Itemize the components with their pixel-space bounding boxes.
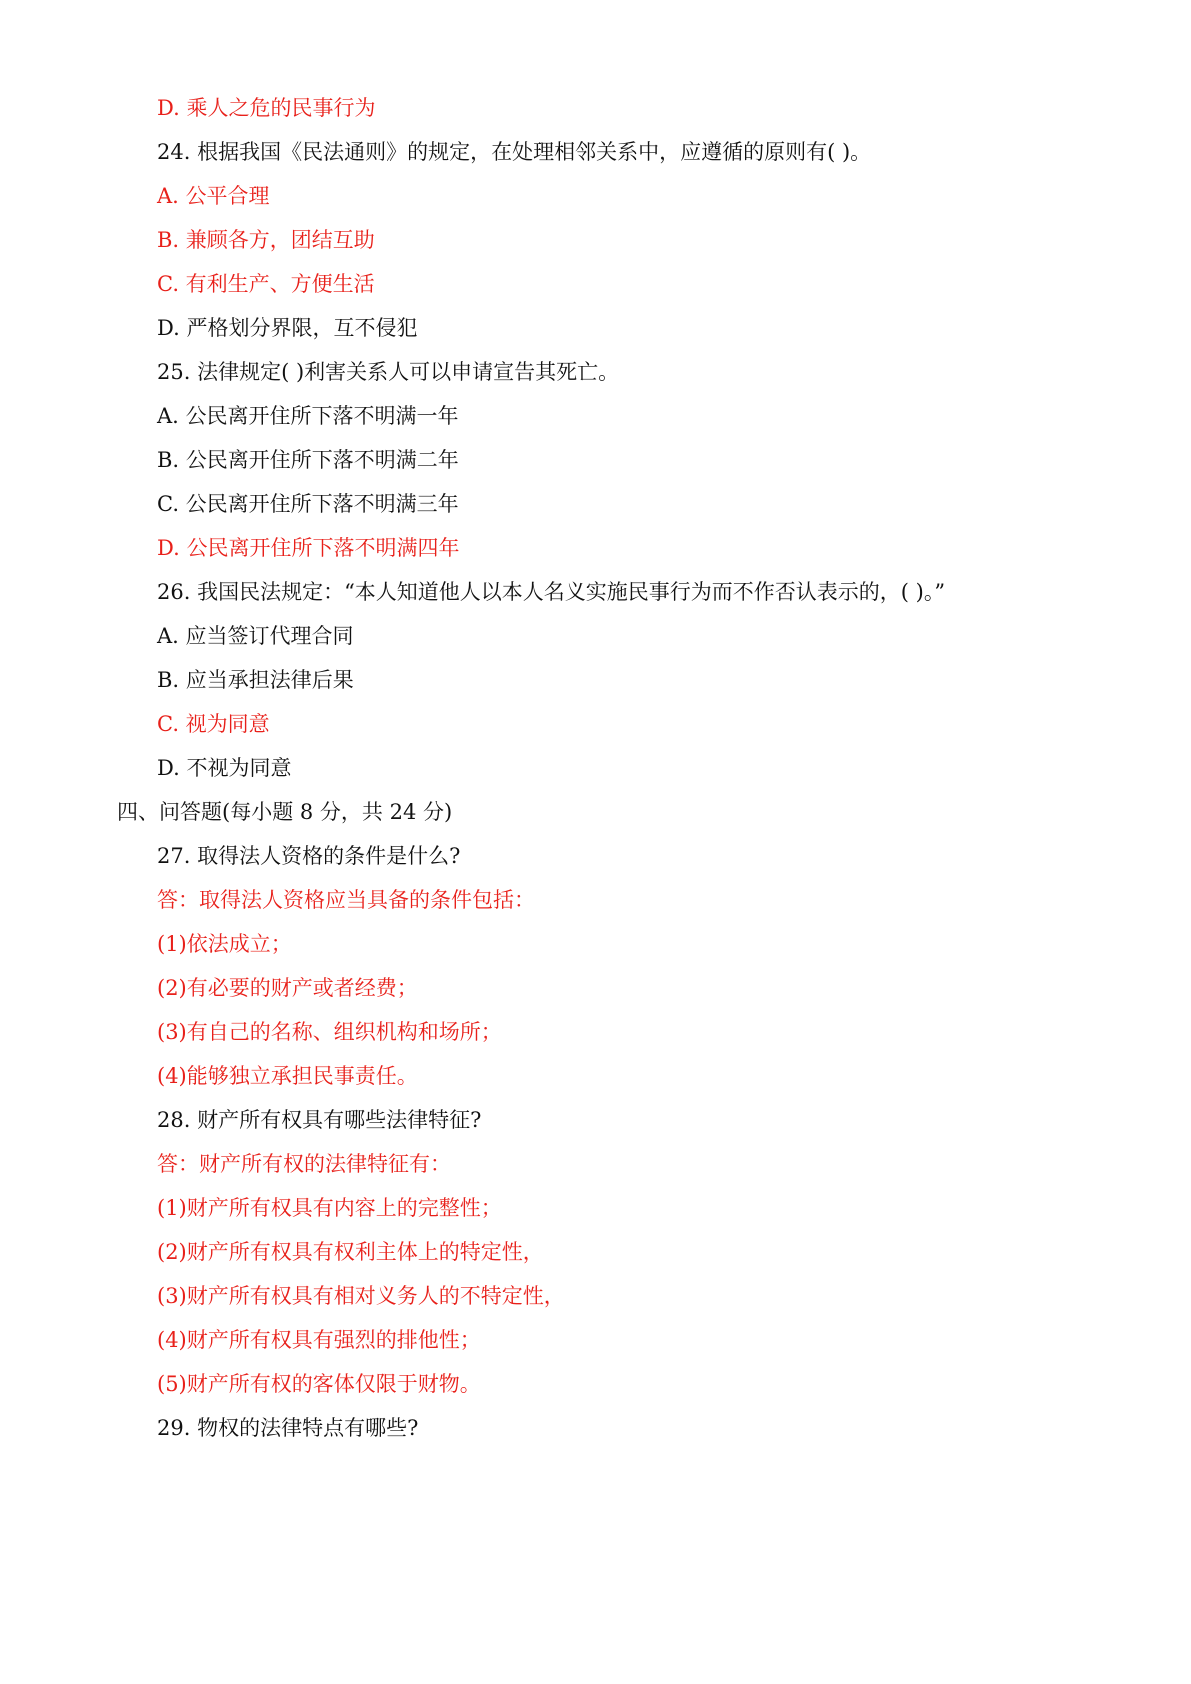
option-26-b: B. 应当承担法律后果	[157, 668, 354, 692]
option-24-d: D. 严格划分界限，互不侵犯	[157, 316, 418, 340]
option-26-d: D. 不视为同意	[157, 756, 292, 780]
question-29: 29. 物权的法律特点有哪些?	[157, 1416, 419, 1440]
section-heading: 四、问答题(每小题 8 分，共 24 分)	[117, 800, 453, 824]
answer-27-intro: 答：取得法人资格应当具备的条件包括：	[157, 888, 535, 912]
question-27: 27. 取得法人资格的条件是什么?	[157, 844, 461, 868]
answer-28-item-4: (4)财产所有权具有强烈的排他性；	[157, 1328, 481, 1352]
option-24-c: C. 有利生产、方便生活	[157, 272, 375, 296]
answer-28-item-5: (5)财产所有权的客体仅限于财物。	[157, 1372, 481, 1396]
answer-27-item-1: (1)依法成立；	[157, 932, 292, 956]
question-24: 24. 根据我国《民法通则》的规定，在处理相邻关系中，应遵循的原则有( )。	[157, 140, 872, 164]
option-24-a: A. 公平合理	[157, 184, 270, 208]
option-26-c: C. 视为同意	[157, 712, 270, 736]
question-26: 26. 我国民法规定：“本人知道他人以本人名义实施民事行为而不作否认表示的，( )。”	[157, 580, 946, 604]
question-28: 28. 财产所有权具有哪些法律特征?	[157, 1108, 482, 1132]
answer-27-item-2: (2)有必要的财产或者经费；	[157, 976, 418, 1000]
option-24-b: B. 兼顾各方，团结互助	[157, 228, 375, 252]
option-26-a: A. 应当签订代理合同	[157, 624, 354, 648]
answer-28-intro: 答：财产所有权的法律特征有：	[157, 1152, 451, 1176]
option-25-d: D. 公民离开住所下落不明满四年	[157, 536, 460, 560]
answer-28-item-3: (3)财产所有权具有相对义务人的不特定性，	[157, 1284, 565, 1308]
question-25: 25. 法律规定( )利害关系人可以申请宣告其死亡。	[157, 360, 620, 384]
option-25-c: C. 公民离开住所下落不明满三年	[157, 492, 459, 516]
option-25-b: B. 公民离开住所下落不明满二年	[157, 448, 459, 472]
answer-27-item-3: (3)有自己的名称、组织机构和场所；	[157, 1020, 502, 1044]
answer-27-item-4: (4)能够独立承担民事责任。	[157, 1064, 418, 1088]
option-23-d: D. 乘人之危的民事行为	[157, 96, 376, 120]
answer-28-item-2: (2)财产所有权具有权利主体上的特定性，	[157, 1240, 544, 1264]
option-25-a: A. 公民离开住所下落不明满一年	[157, 404, 459, 428]
answer-28-item-1: (1)财产所有权具有内容上的完整性；	[157, 1196, 502, 1220]
